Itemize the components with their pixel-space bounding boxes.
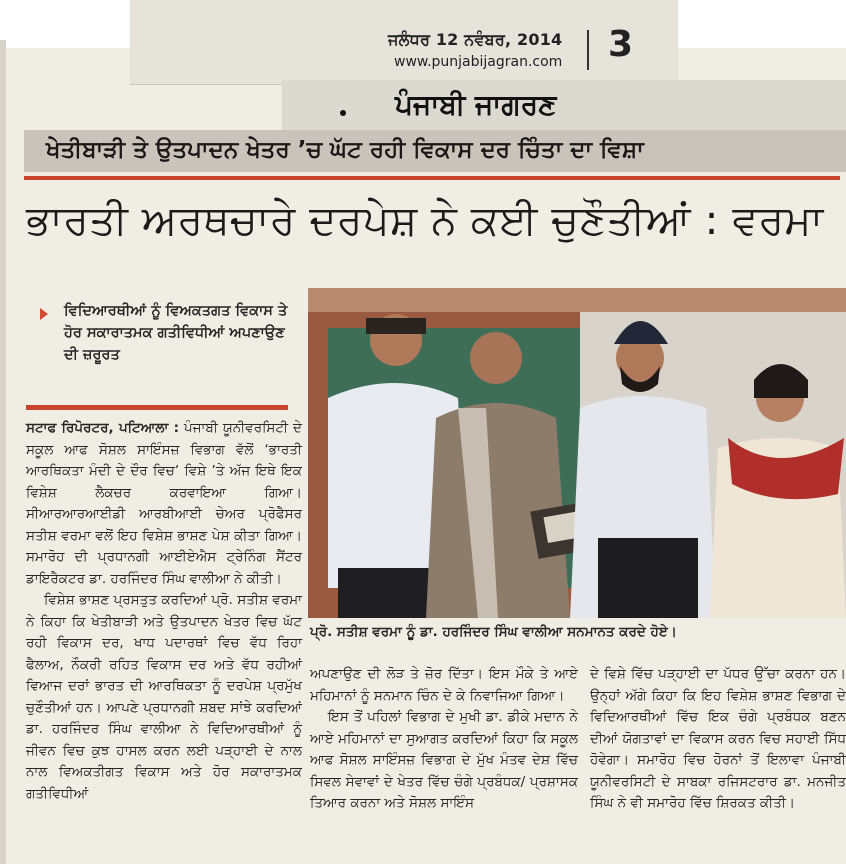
page-number: 3 bbox=[608, 24, 634, 65]
photo-caption: ਪ੍ਰੋ. ਸਤੀਸ਼ ਵਰਮਾ ਨੂੰ ਡਾ. ਹਰਜਿੰਦਰ ਸਿੰਘ ਵਾਲੀਆ ਸਨਮਾਨਤ ਕਰਦੇ ਹੋਏ। bbox=[310, 624, 677, 640]
dateline: ਜਲੰਧਰ 12 ਨਵੰਬਰ, 2014 bbox=[388, 30, 563, 49]
brand-band bbox=[282, 80, 846, 130]
paragraph-1-text: ਪੰਜਾਬੀ ਯੂਨੀਵਰਸਿਟੀ ਦੇ ਸਕੂਲ ਆਫ ਸੋਸ਼ਲ ਸਾਇੰਸਜ਼ ਵਿਭਾਗ ਵੱਲੋਂ ‘ਭਾਰਤੀ ਆਰਥਿਕਤਾ ਮੰਦੀ ਦੇ ਦੌਰ ਵਿਚ’ ਵਿਸ਼ੇ ’ਤੇ ਅੱਜ ਇਥੇ ਇਕ ਵਿਸ਼ੇਸ਼ ਲੈਕਚਰ ਕਰਵਾਇਆ ਗਿਆ। ਸੀਆਰਆਰਆਈਡੀ ਆਰਬੀਆਈ ਚੇਅਰ ਪ੍ਰੋਫੈਸਰ ਸਤੀਸ਼ ਵਰਮਾ ਵਲੋਂ ਇਹ ਵਿਸ਼ੇਸ਼ ਭਾਸ਼ਣ ਪੇਸ਼ ਕੀਤਾ ਗਿਆ। ਸਮਾਰੋਹ ਦੀ ਪ੍ਰਧਾਨਗੀ ਆਈਏਐਸ ਟ੍ਰੇਨਿੰਗ ਸੈਂਟਰ ਡਾਇਰੈਕਟਰ ਡਾ. ਹਰਜਿੰਦਰ ਸਿੰਘ ਵਾਲੀਆ ਨੇ ਕੀਤੀ। bbox=[26, 420, 302, 587]
brand-dot-icon bbox=[340, 110, 346, 116]
paragraph-2: ਵਿਸ਼ੇਸ਼ ਭਾਸ਼ਣ ਪ੍ਰਸਤੁਤ ਕਰਦਿਆਂ ਪ੍ਰੋ. ਸਤੀਸ਼ ਵਰਮਾ ਨੇ ਕਿਹਾ ਕਿ ਖੇਤੀਬਾੜੀ ਅਤੇ ਉਤਪਾਦਨ ਖੇਤਰ ਵਿਚ ਘੱਟ ਰਹੀ ਵਿਕਾਸ ਦਰ, ਖਾਧ ਪਦਾਰਥਾਂ ਵਿਚ ਵੱਧ ਰਿਹਾ ਫੈਲਾਅ, ਨੌਕਰੀ ਰਹਿਤ ਵਿਕਾਸ ਦਰ ਅਤੇ ਵੱਧ ਰਹੀਆਂ ਵਿਆਜ ਦਰਾਂ ਭਾਰਤ ਦੀ ਆਰਥਿਕਤਾ ਨੂੰ ਦਰਪੇਸ਼ ਪ੍ਰਮੁੱਖ ਚੁਣੌਤੀਆਂ ਹਨ। ਆਪਣੇ ਪ੍ਰਧਾਨਗੀ ਸ਼ਬਦ ਸਾਂਝੇ ਕਰਦਿਆਂ ਡਾ. ਹਰਜਿੰਦਰ ਸਿੰਘ ਵਾਲੀਆ ਨੇ ਵਿਦਿਆਰਥੀਆਂ ਨੂੰ ਜੀਵਨ ਵਿਚ ਕੁਝ ਹਾਸਲ ਕਰਨ ਲਈ ਪੜ੍ਹਾਈ ਦੇ ਨਾਲ ਨਾਲ ਵਿਅਕਤੀਗਤ ਵਿਕਾਸ ਅਤੇ ਹੋਰ ਸਕਾਰਾਤਮਕ ਗਤੀਵਿਧੀਆਂ bbox=[26, 592, 302, 802]
main-headline: ਭਾਰਤੀ ਅਰਥਚਾਰੇ ਦਰਪੇਸ਼ ਨੇ ਕਈ ਚੁਣੌਤੀਆਂ : ਵਰਮਾ bbox=[26, 196, 824, 244]
subdeck bbox=[40, 300, 300, 366]
paragraph-3: ਅਪਣਾਉਣ ਦੀ ਲੋੜ ਤੇ ਜ਼ੋਰ ਦਿੱਤਾ। ਇਸ ਮੌਕੇ ਤੇ ਆਏ ਮਹਿਮਾਨਾਂ ਨੂੰ ਸਨਮਾਨ ਚਿੰਨ ਦੇ ਕੇ ਨਿਵਾਜਿਆ ਗਿਆ। bbox=[310, 666, 578, 704]
paragraph-4: ਇਸ ਤੋਂ ਪਹਿਲਾਂ ਵਿਭਾਗ ਦੇ ਮੁਖੀ ਡਾ. ਡੀਕੇ ਮਦਾਨ ਨੇ ਆਏ ਮਹਿਮਾਨਾਂ ਦਾ ਸੁਆਗਤ ਕਰਦਿਆਂ ਕਿਹਾ ਕਿ ਸਕੂਲ ਆਫ ਸੋਸ਼ਲ ਸਾਇੰਸਜ਼ ਵਿਭਾਗ ਦੇ ਮੁੱਖ ਮੰਤਵ ਦੇਸ਼ ਵਿੱਚ ਸਿਵਲ ਸੇਵਾਵਾਂ ਦੇ ਖੇਤਰ ਵਿੱਚ ਚੰਗੇ ਪ੍ਰਬੰਧਕ/ ਪ੍ਰਸ਼ਾਸਕ ਤਿਆਰ ਕਰਨਾ ਅਤੇ ਸੋਸ਼ਲ ਸਾਇੰਸ bbox=[310, 709, 578, 811]
paragraph-1 bbox=[26, 418, 302, 590]
website-url: www.punjabijagran.com bbox=[394, 54, 563, 70]
paper-edge bbox=[0, 40, 6, 864]
masthead-divider bbox=[587, 30, 589, 70]
bullet-triangle-icon bbox=[40, 308, 48, 320]
subdeck-text: ਵਿਦਿਆਰਥੀਆਂ ਨੂੰ ਵਿਅਕਤਗਤ ਵਿਕਾਸ ਤੇ ਹੋਰ ਸਕਾਰਾਤਮਕ ਗਤੀਵਿਧੀਆਂ ਅਪਣਾਉਣ ਦੀ ਜ਼ਰੂਰਤ bbox=[64, 303, 288, 363]
paragraph-5: ਦੇ ਵਿਸ਼ੇ ਵਿੱਚ ਪੜ੍ਹਾਈ ਦਾ ਪੱਧਰ ਉੱਚਾ ਕਰਨਾ ਹਨ। ਉਨ੍ਹਾਂ ਅੱਗੇ ਕਿਹਾ ਕਿ ਇਹ ਵਿਸ਼ੇਸ਼ ਭਾਸ਼ਣ ਵਿਭਾਗ ਦੇ ਵਿਦਿਆਰਥੀਆਂ ਵਿੱਚ ਇਕ ਚੰਗੇ ਪ੍ਰਬੰਧਕ ਬਣਨ ਦੀਆਂ ਯੋਗਤਾਵਾਂ ਦਾ ਵਿਕਾਸ ਕਰਨ ਵਿਚ ਸਹਾਈ ਸਿੱਧ ਹੋਵੇਗਾ। ਸਮਾਰੋਹ ਵਿਚ ਹੋਰਨਾਂ ਤੋਂ ਇਲਾਵਾ ਪੰਜਾਬੀ ਯੂਨੀਵਰਸਿਟੀ ਦੇ ਸਾਬਕਾ ਰਜਿਸਟਰਾਰ ਡਾ. ਮਨਜੀਤ ਸਿੰਘ ਨੇ ਵੀ ਸਮਾਰੋਹ ਵਿੱਚ ਸ਼ਿਰਕਤ ਕੀਤੀ। bbox=[590, 666, 846, 811]
column-right bbox=[590, 664, 846, 864]
subdeck-rule bbox=[26, 405, 288, 410]
kicker-headline: ਖੇਤੀਬਾੜੀ ਤੇ ਉਤਪਾਦਨ ਖੇਤਰ ’ਚ ਘੱਟ ਰਹੀ ਵਿਕਾਸ ਦਰ ਚਿੰਤਾ ਦਾ ਵਿਸ਼ਾ bbox=[46, 137, 644, 163]
headline-rule bbox=[24, 176, 840, 180]
byline: ਸਟਾਫ ਰਿਪੋਰਟਰ, ਪਟਿਆਲਾ : bbox=[26, 420, 180, 436]
event-photo bbox=[308, 288, 846, 618]
photo-illustration bbox=[308, 288, 846, 618]
column-left bbox=[26, 418, 302, 805]
column-middle bbox=[310, 664, 578, 815]
newspaper-brand: ਪੰਜਾਬੀ ਜਾਗਰਣ bbox=[395, 88, 557, 121]
